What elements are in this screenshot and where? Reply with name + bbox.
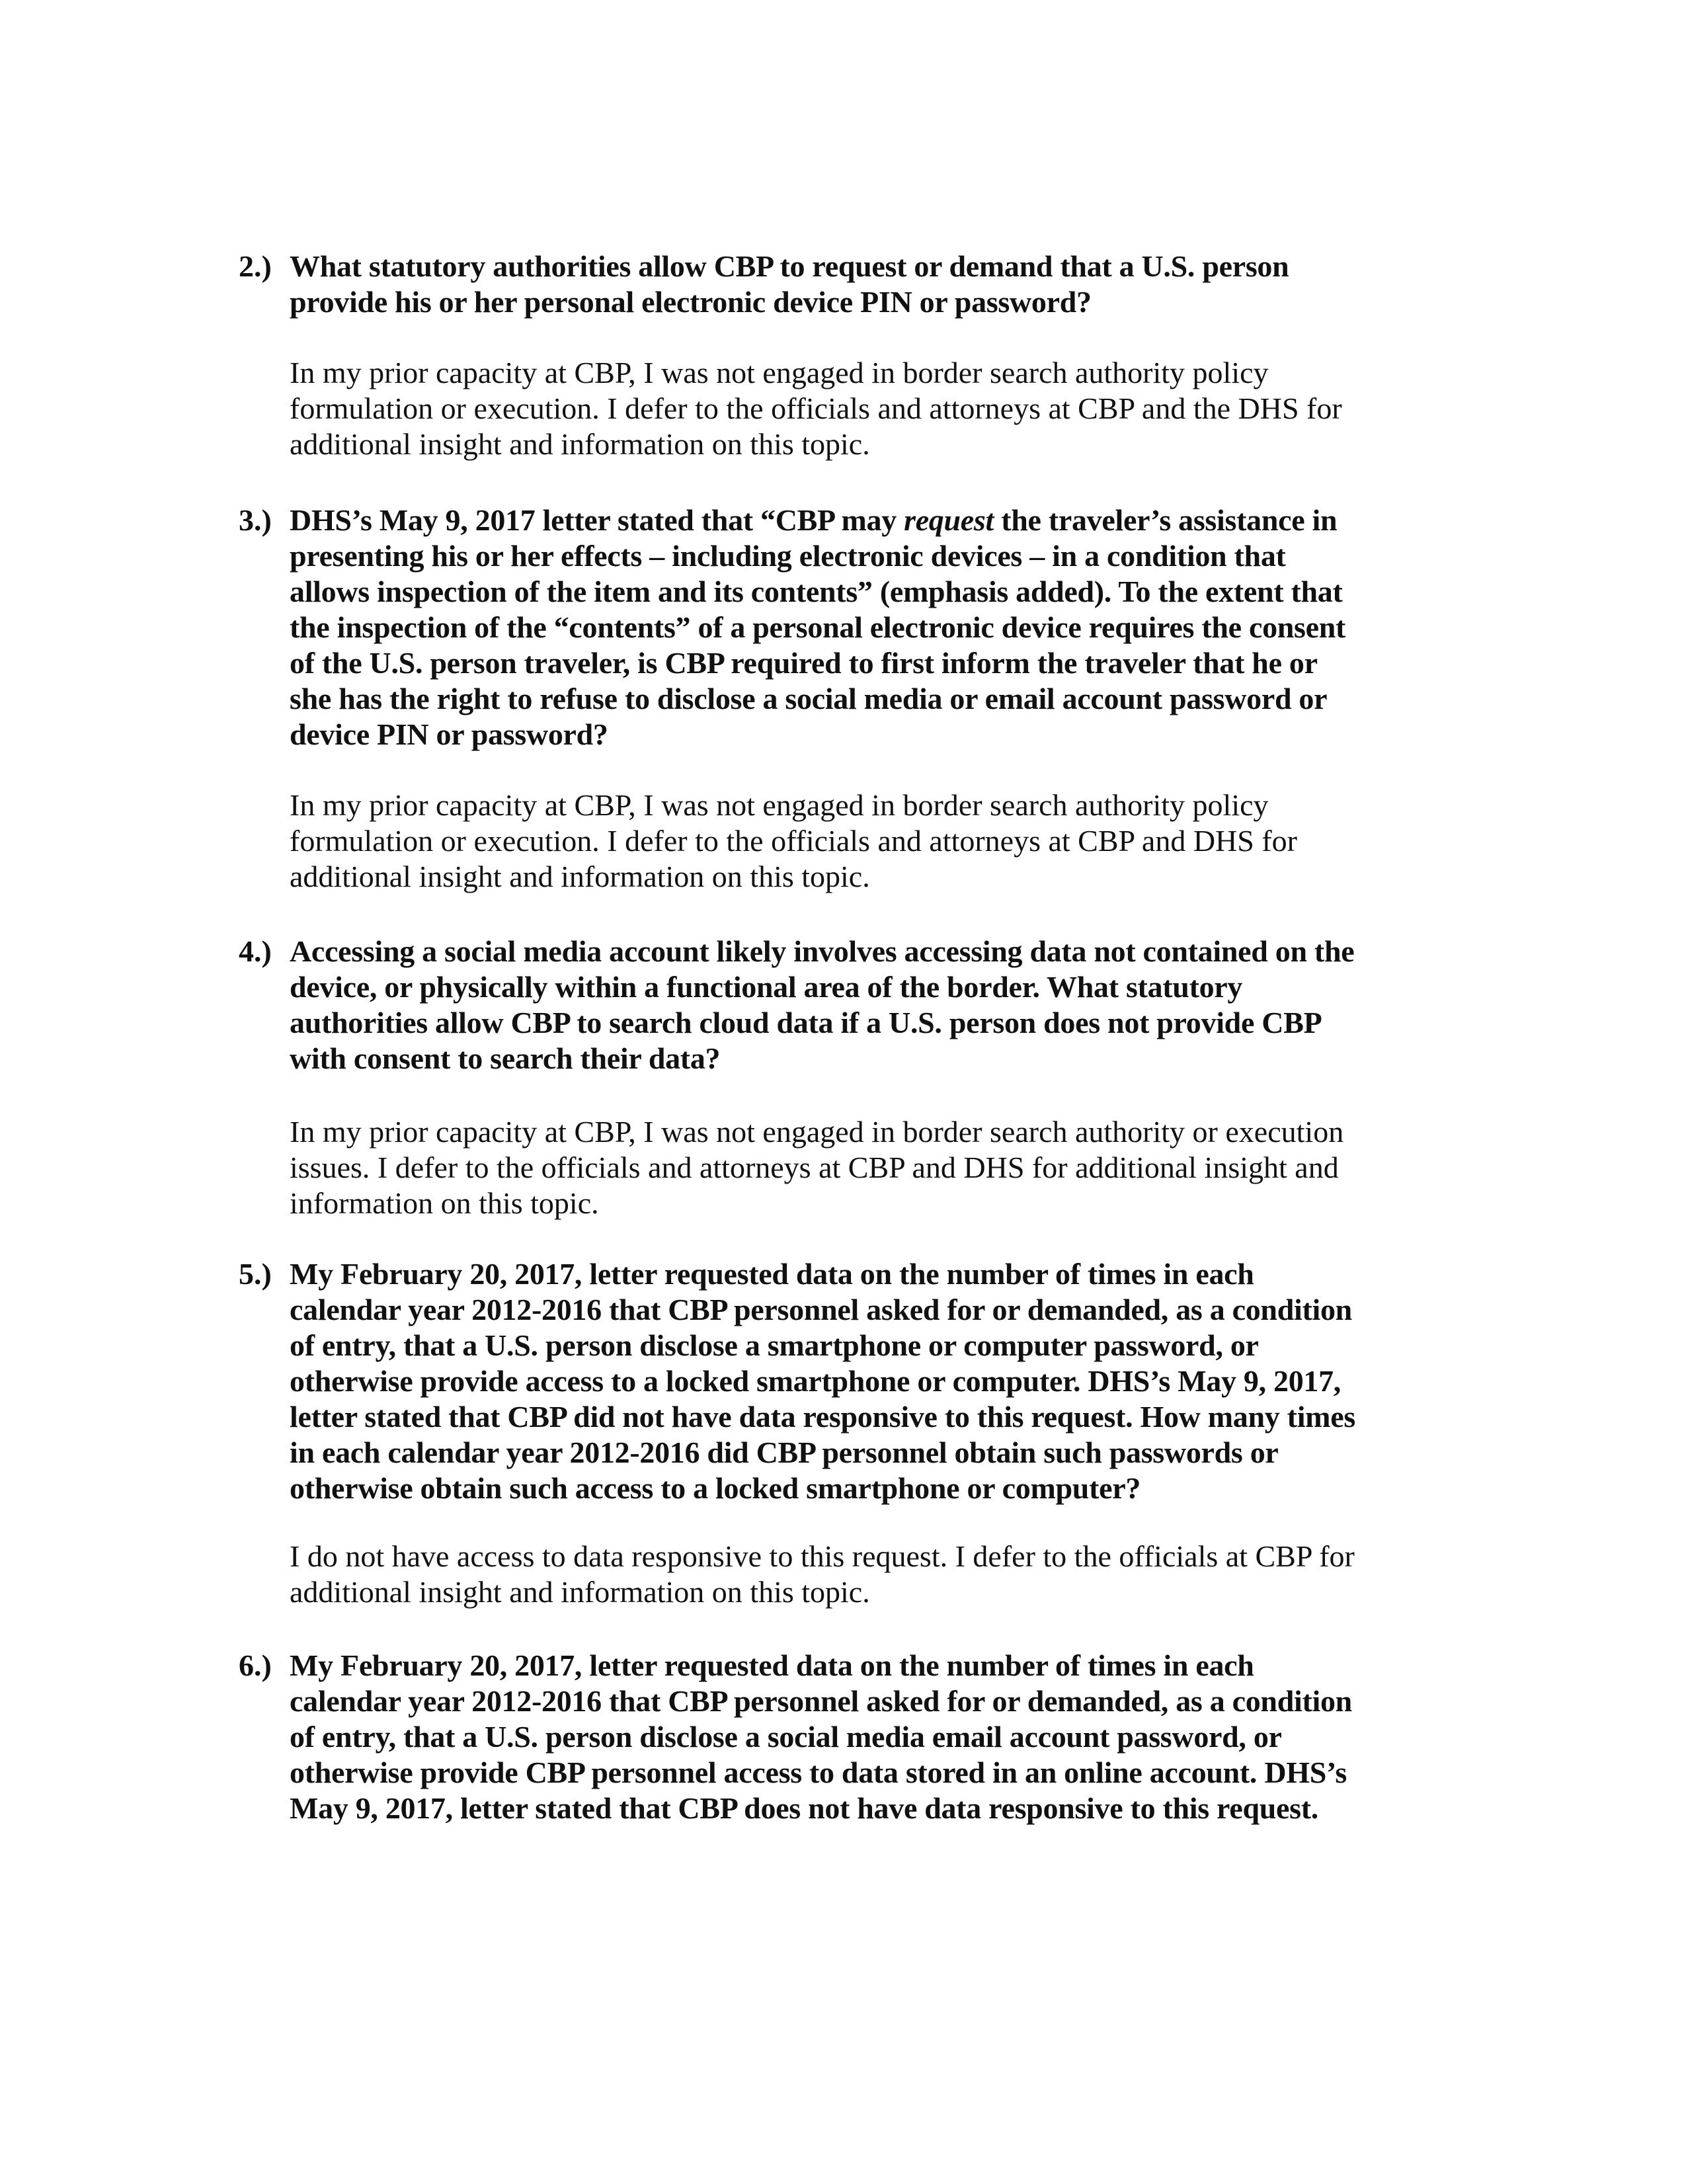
question-line: presenting his or her effects – including electronic devices – in a condition that [290, 539, 1286, 573]
question-line: provide his or her personal electronic device PIN or password? [290, 285, 1092, 319]
question-text: DHS’s May 9, 2017 letter stated that “CBP may [290, 503, 904, 537]
question-line: device PIN or password? [290, 717, 608, 751]
question-line: May 9, 2017, letter stated that CBP does not have data responsive to this request. [290, 1791, 1318, 1825]
answer-line: additional insight and information on this topic. [290, 860, 870, 893]
answer-3 [290, 788, 1493, 895]
question-line: allows inspection of the item and its contents” (emphasis added). To the extent that [290, 575, 1343, 608]
question-line: device, or physically within a functional area of the border. What statutory [290, 970, 1243, 1004]
answer-line: In my prior capacity at CBP, I was not engaged in border search authority policy [290, 788, 1269, 822]
question-line: Accessing a social media account likely involves accessing data not contained on the [290, 934, 1355, 968]
question-5 [239, 1256, 1442, 1506]
question-line: she has the right to refuse to disclose a social media or email account password or [290, 682, 1328, 715]
answer-2 [290, 355, 1493, 462]
question-line: otherwise provide CBP personnel access to data stored in an online account. DHS’s [290, 1756, 1347, 1789]
answer-line: In my prior capacity at CBP, I was not engaged in border search authority policy [290, 356, 1269, 389]
question-number: 4.) [239, 934, 272, 968]
question-line: My February 20, 2017, letter requested data on the number of times in each [290, 1257, 1254, 1291]
question-6 [239, 1648, 1442, 1826]
question-line: the inspection of the “contents” of a personal electronic device requires the consent [290, 610, 1346, 644]
question-line: otherwise provide access to a locked smartphone or computer. DHS’s May 9, 2017, [290, 1364, 1342, 1398]
question-line: in each calendar year 2012-2016 did CBP personnel obtain such passwords or [290, 1436, 1279, 1469]
answer-5 [290, 1539, 1493, 1610]
question-number: 5.) [239, 1257, 272, 1291]
question-4 [239, 934, 1442, 1076]
question-line: calendar year 2012-2016 that CBP personnel asked for or demanded, as a condition [290, 1293, 1352, 1326]
question-number: 2.) [239, 249, 272, 283]
question-line: otherwise obtain such access to a locked smartphone or computer? [290, 1471, 1141, 1505]
question-text: the traveler’s assistance in [994, 503, 1338, 537]
question-line: authorities allow CBP to search cloud data if a U.S. person does not provide CBP [290, 1006, 1322, 1039]
emphasis-text: request [904, 503, 994, 537]
question-line: My February 20, 2017, letter requested data on the number of times in each [290, 1648, 1254, 1682]
question-line: of the U.S. person traveler, is CBP required to first inform the traveler that he or [290, 646, 1318, 680]
answer-line: information on this topic. [290, 1186, 599, 1220]
question-line: of entry, that a U.S. person disclose a smartphone or computer password, or [290, 1328, 1259, 1362]
answer-line: formulation or execution. I defer to the officials and attorneys at CBP and the DHS for [290, 391, 1342, 425]
question-line: letter stated that CBP did not have data responsive to this request. How many times [290, 1400, 1355, 1434]
question-line [290, 503, 1442, 538]
question-line: calendar year 2012-2016 that CBP personnel asked for or demanded, as a condition [290, 1684, 1352, 1718]
question-2 [239, 249, 1442, 320]
question-3 [239, 503, 1442, 752]
question-line: What statutory authorities allow CBP to request or demand that a U.S. person [290, 249, 1289, 283]
question-number: 3.) [239, 503, 272, 537]
answer-line: issues. I defer to the officials and attorneys at CBP and DHS for additional insight and [290, 1151, 1339, 1184]
question-number: 6.) [239, 1648, 272, 1682]
answer-line: In my prior capacity at CBP, I was not engaged in border search authority or execution [290, 1115, 1344, 1149]
question-line: with consent to search their data? [290, 1041, 721, 1075]
answer-line: formulation or execution. I defer to the officials and attorneys at CBP and DHS for [290, 824, 1297, 858]
answer-line: additional insight and information on this topic. [290, 427, 870, 461]
answer-4 [290, 1114, 1493, 1221]
answer-line: I do not have access to data responsive to this request. I defer to the officials at CBP for [290, 1539, 1355, 1573]
question-line: of entry, that a U.S. person disclose a social media email account password, or [290, 1720, 1282, 1754]
answer-line: additional insight and information on this topic. [290, 1575, 870, 1609]
